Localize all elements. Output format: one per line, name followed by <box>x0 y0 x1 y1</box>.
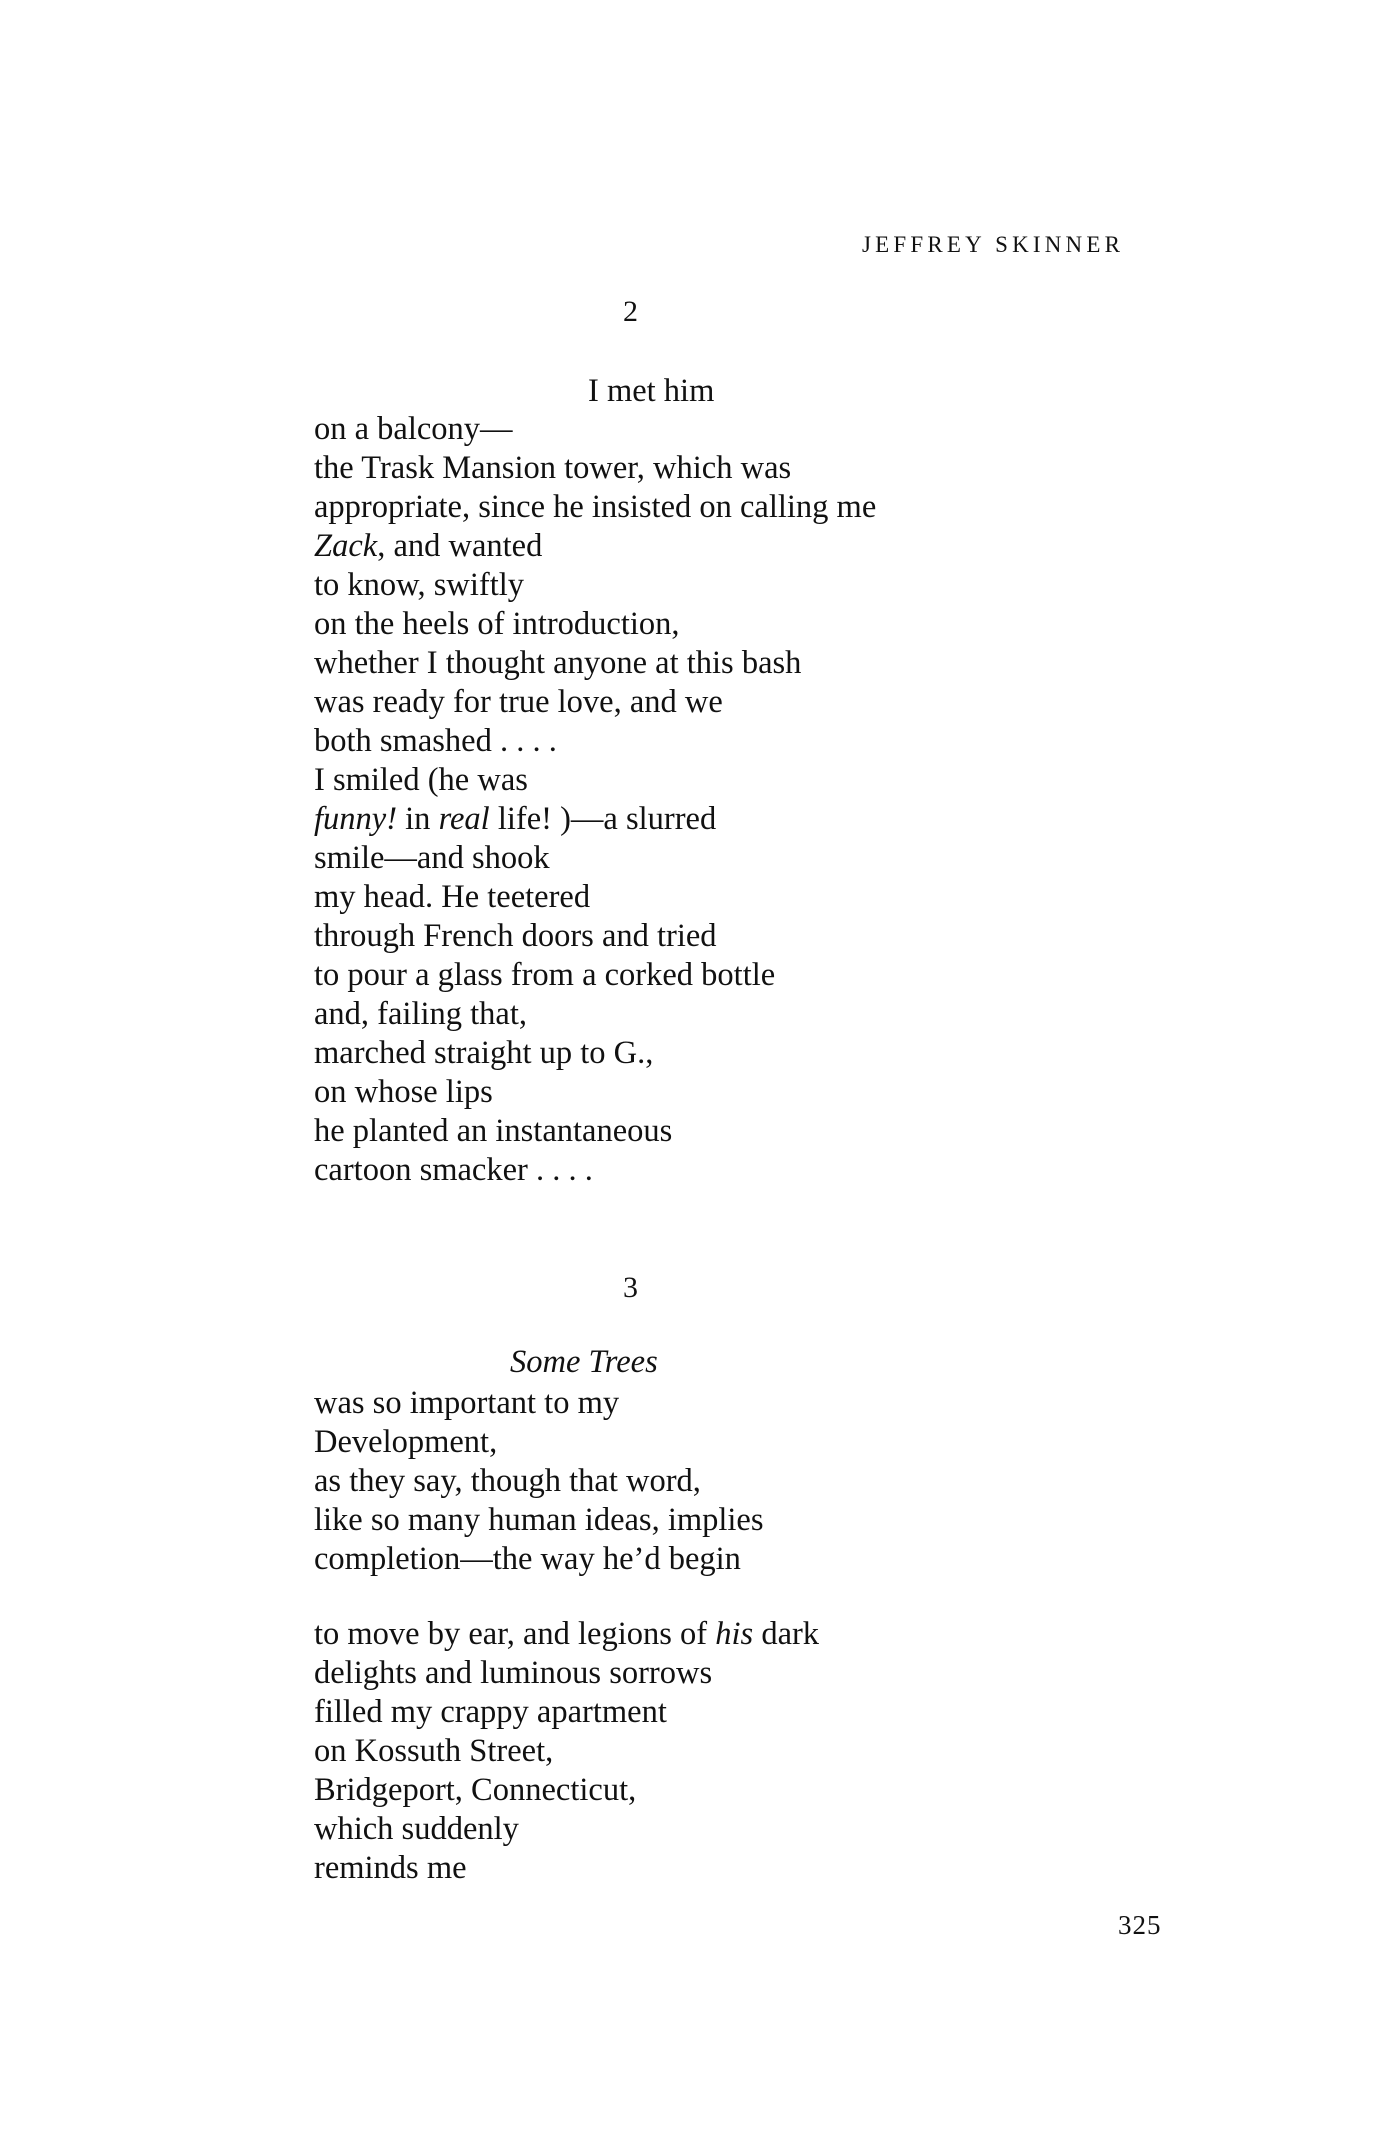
section-number-2: 2 <box>623 295 638 328</box>
poem-line: which suddenly <box>314 1811 519 1847</box>
section-2-first-line: I met him <box>588 373 715 409</box>
poem-line: reminds me <box>314 1850 467 1886</box>
poem-line: Development, <box>314 1424 498 1460</box>
poem-line: marched straight up to G., <box>314 1035 654 1071</box>
italic-word: real <box>438 801 490 837</box>
section-3-title: Some Trees <box>510 1344 658 1380</box>
poem-line: to know, swiftly <box>314 567 525 603</box>
running-head-author: JEFFREY SKINNER <box>862 232 1125 257</box>
section-number-3: 3 <box>623 1271 638 1304</box>
italic-word: his <box>715 1616 754 1652</box>
poem-line: and, failing that, <box>314 996 527 1032</box>
poem-line: as they say, though that word, <box>314 1463 701 1499</box>
poem-line: on Kossuth Street, <box>314 1733 554 1769</box>
poem-line: my head. He teetered <box>314 879 591 915</box>
poem-line: smile—and shook <box>314 840 550 876</box>
poem-line: was ready for true love, and we <box>314 684 723 720</box>
poem-line: I smiled (he was <box>314 762 528 798</box>
italic-word: funny! <box>314 801 398 837</box>
poem-line: on the heels of introduction, <box>314 606 680 642</box>
poem-line: he planted an instantaneous <box>314 1113 673 1149</box>
poem-line: filled my crappy apartment <box>314 1694 667 1730</box>
poem-line: on whose lips <box>314 1074 493 1110</box>
poem-line: whether I thought anyone at this bash <box>314 645 802 681</box>
poem-line: completion—the way he’d begin <box>314 1541 741 1577</box>
poem-line: appropriate, since he insisted on calling me <box>314 489 877 525</box>
poem-line: funny! in real life! )—a slurred <box>314 801 717 837</box>
poem-line: the Trask Mansion tower, which was <box>314 450 792 486</box>
poem-line: like so many human ideas, implies <box>314 1502 764 1538</box>
poem-line: both smashed . . . . <box>314 723 557 759</box>
poem-line: on a balcony— <box>314 411 513 447</box>
poem-line: delights and luminous sorrows <box>314 1655 713 1691</box>
poem-line: through French doors and tried <box>314 918 717 954</box>
poem-line: to move by ear, and legions of his dark <box>314 1616 820 1652</box>
page-number: 325 <box>1118 1910 1162 1940</box>
italic-word: Zack <box>314 528 378 564</box>
poem-line: Zack, and wanted <box>314 528 543 564</box>
poem-line: to pour a glass from a corked bottle <box>314 957 776 993</box>
poem-line: cartoon smacker . . . . <box>314 1152 593 1188</box>
poem-line: was so important to my <box>314 1385 620 1421</box>
poem-line: Bridgeport, Connecticut, <box>314 1772 637 1808</box>
